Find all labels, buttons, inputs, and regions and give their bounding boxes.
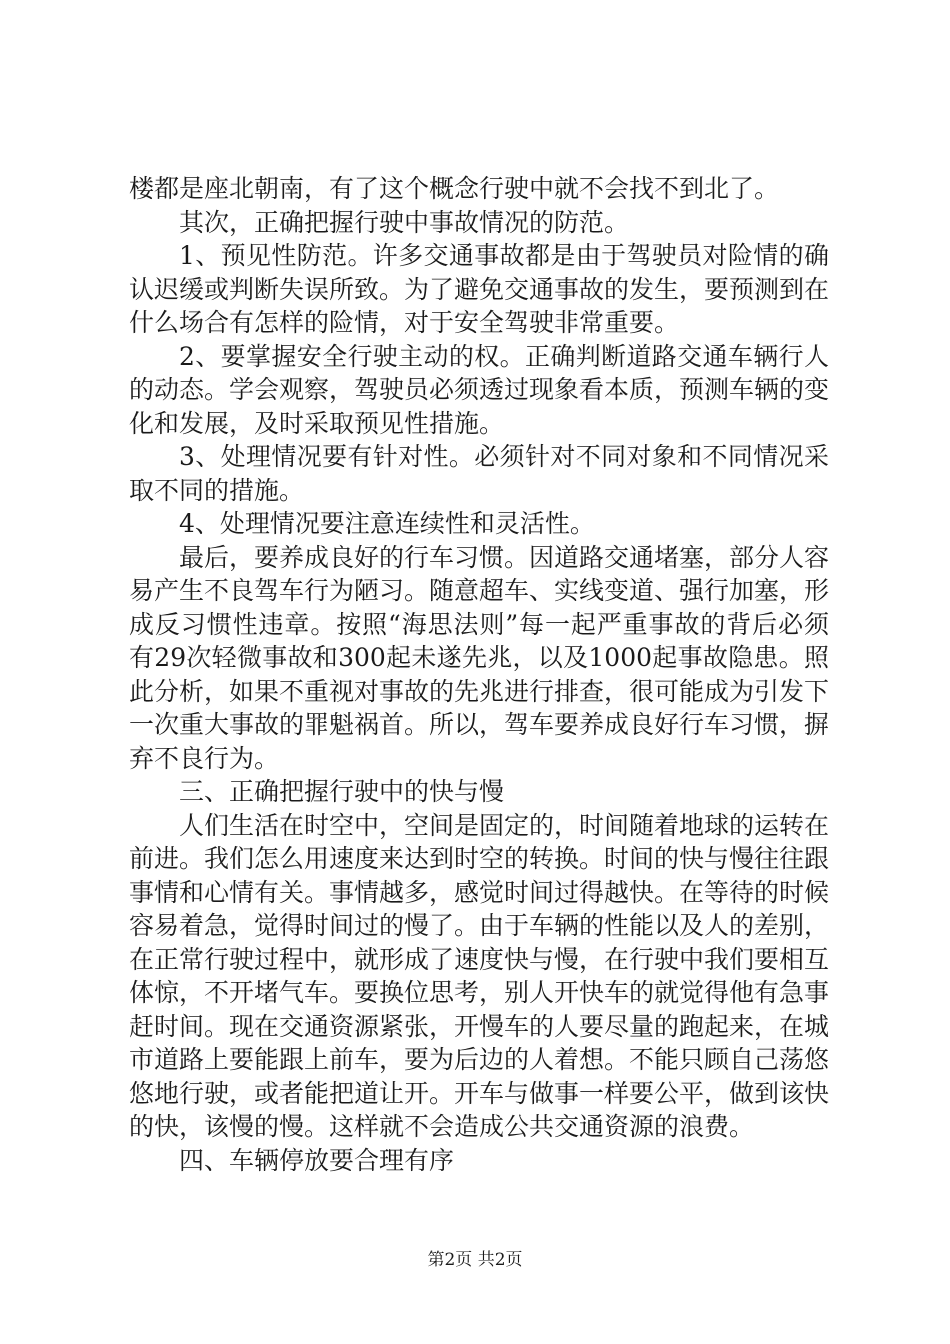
section-heading-4: 四、车辆停放要合理有序 <box>179 1145 455 1175</box>
paragraph-finally: 最后，要养成良好的行车习惯。因道路交通堵塞，部分人容易产生不良驾车行为陋习。随意超车、实线变道、强行加塞，形成反习惯性违章。按照“海思法则”每一起严重事故的背后必须有29次轻微事故和300起未遂先兆，以及1000起事故隐患。照此分析，如果不重视对事故的先兆进行排查，很可能成为引发下一次重大事故的罪魁祸首。所以，驾车要养成良好行车习惯，摒弃不良行为。 <box>129 542 830 773</box>
paragraph-item-1: 1、预见性防范。许多交通事故都是由于驾驶员对险情的确认迟缓或判断失误所致。为了避免交通事故的发生，要预测到在什么场合有怎样的险情，对于安全驾驶非常重要。 <box>129 241 830 337</box>
paragraph-item-4: 4、处理情况要注意连续性和灵活性。 <box>179 509 595 538</box>
paragraph-item-2: 2、要掌握安全行驶主动的权。正确判断道路交通车辆行人的动态。学会观察，驾驶员必须透过现象看本质，预测车辆的变化和发展，及时采取预见性措施。 <box>129 341 830 438</box>
section-heading-3: 三、正确把握行驶中的快与慢 <box>179 777 505 806</box>
paragraph-item-3: 3、处理情况要有针对性。必须针对不同对象和不同情况采取不同的措施。 <box>129 442 829 505</box>
paragraph-continuation: 楼都是座北朝南，有了这个概念行驶中就不会找不到北了。 <box>129 174 780 203</box>
document-body <box>129 172 829 1177</box>
page-footer: 第2页 共2页 <box>427 1250 523 1270</box>
paragraph-speed: 人们生活在时空中，空间是固定的，时间随着地球的运转在前进。我们怎么用速度来达到时空的转换。时间的快与慢往往跟事情和心情有关。事情越多，感觉时间过得越快。在等待的时候容易着急，觉得时间过的慢了。由于车辆的性能以及人的差别，在正常行驶过程中，就形成了速度快与慢，在行驶中我们要相互体惊，不开堵气车。要换位思考，别人开快车的就觉得他有急事赶时间。现在交通资源紧张，开慢车的人要尽量的跑起来，在城市道路上要能跟上前车，要为后边的人着想。不能只顾自己荡悠悠地行驶，或者能把道让开。开车与做事一样要公平，做到该快的快，该慢的慢。这样就不会造成公共交通资源的浪费。 <box>129 810 830 1141</box>
paragraph-secondly: 其次，正确把握行驶中事故情况的防范。 <box>179 207 630 237</box>
